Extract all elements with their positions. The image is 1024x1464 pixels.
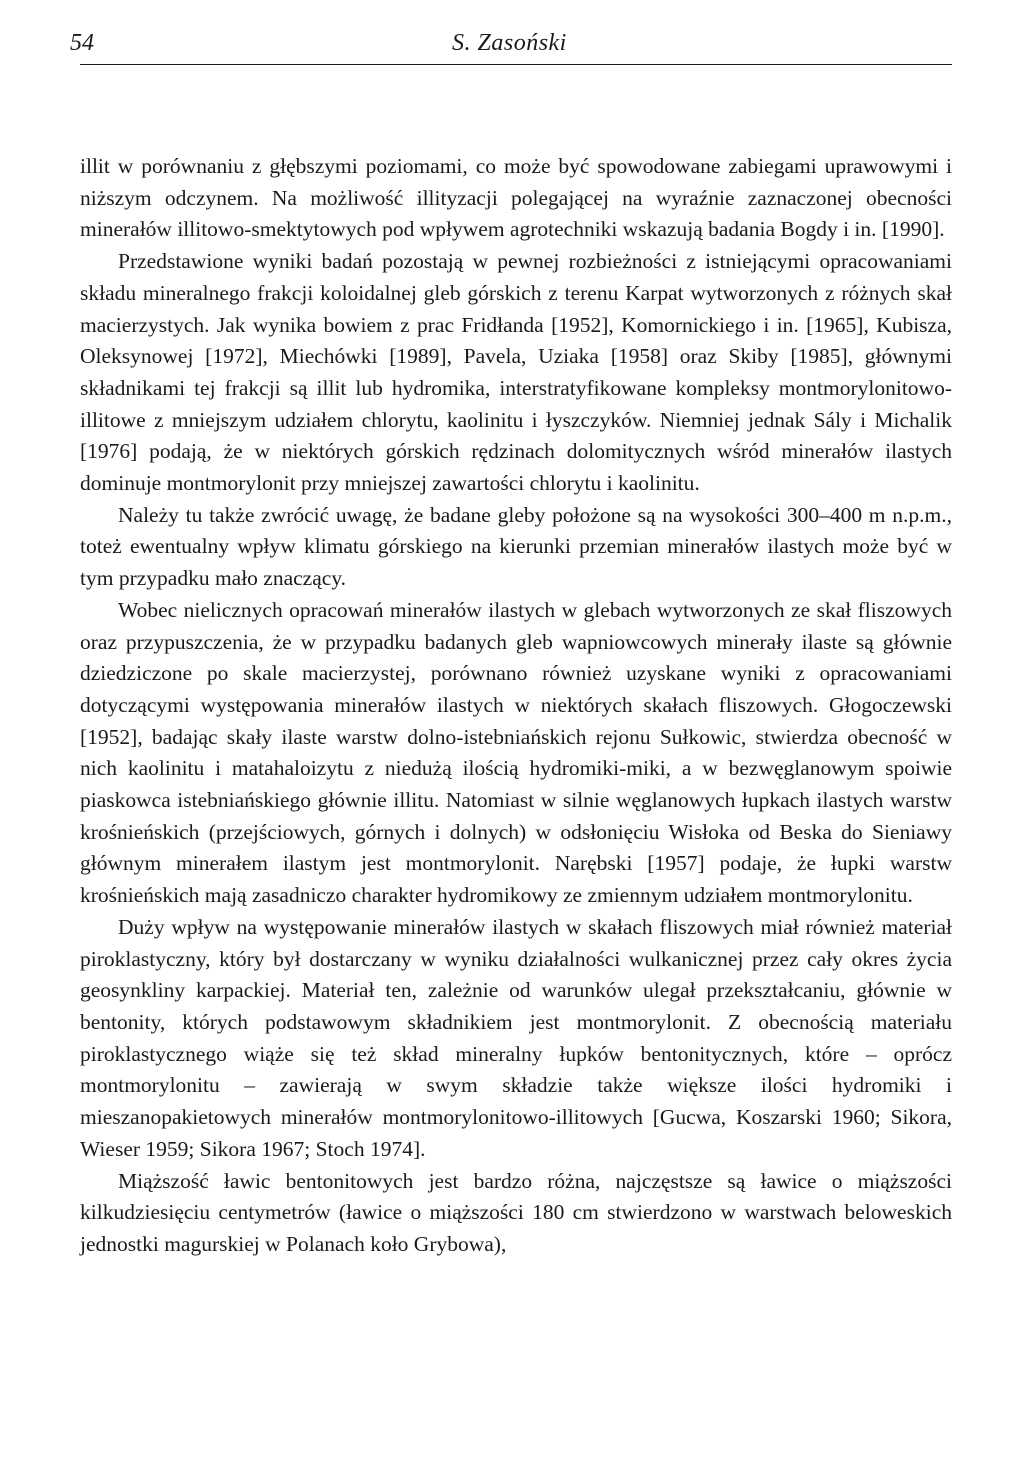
- paragraph: Przedstawione wyniki badań pozostają w pewnej rozbieżności z istniejącymi opracowaniami składu mineralnego frakcji koloidalnej gleb górskich z terenu Karpat wytworzonych z różnych skał macierzystych. Jak wynika bowiem z prac Fridłanda [1952], Komornickiego i in. [1965], Kubisza, Oleksynowej [1972], Miechówki [1989], Pavela, Uziaka [1958] oraz Skiby [1985], głównymi składnikami tej frakcji są illit lub hydromika, interstratyfikowane kompleksy montmorylonitowo-illitowe z mniejszym udziałem chlorytu, kaolinitu i łyszczyków. Niemniej jednak Sály i Michalik [1976] podają, że w niektórych górskich rędzinach dolomitycznych wśród minerałów ilastych dominuje montmorylonit przy mniejszej zawartości chlorytu i kaolinitu.: [80, 249, 952, 496]
- running-head-author: S. Zasoński: [452, 30, 567, 56]
- page-number: 54: [70, 30, 94, 56]
- paragraph: Duży wpływ na występowanie minerałów ilastych w skałach fliszowych miał również materiał piroklastyczny, który był dostarczany w wyniku działalności wulkanicznej przez cały okres życia geosynkliny karpackiej. Materiał ten, zależnie od warunków ulegał przekształcaniu, głównie w bentonity, których podstawowym składnikiem jest montmorylonit. Z obecnością materiału piroklastycznego wiąże się też skład mineralny łupków bentonitycznych, które – oprócz montmorylonitu – zawierają w swym składzie także większe ilości hydromiki i mieszanopakietowych minerałów montmorylonitowo-illitowych [Gucwa, Koszarski 1960; Sikora, Wieser 1959; Sikora 1967; Stoch 1974].: [80, 914, 952, 1161]
- running-header: [70, 26, 952, 65]
- body-text: [80, 151, 952, 1261]
- paragraph: Wobec nielicznych opracowań minerałów ilastych w glebach wytworzonych ze skał fliszowych oraz przypuszczenia, że w przypadku badanych gleb wapniowcowych minerały ilaste są głównie dziedziczone po skale macierzystej, porównano również uzyskane wyniki z opracowaniami dotyczącymi występowania minerałów ilastych w niektórych skałach fliszowych. Głogoczewski [1952], badając skały ilaste warstw dolno-istebniańskich rejonu Sułkowic, stwierdza obecność w nich kaolinitu i matahaloizytu z niedużą ilością hydromiki-miki, a w bezwęglanowym spoiwie piaskowca istebniańskiego głównie illitu. Natomiast w silnie węglanowych łupkach ilastych warstw krośnieńskich (przejściowych, górnych i dolnych) w odsłonięciu Wisłoka od Beska do Sieniawy głównym minerałem ilastym jest montmorylonit. Narębski [1957] podaje, że łupki warstw krośnieńskich mają zasadniczo charakter hydromikowy ze zmiennym udziałem montmorylonitu.: [80, 597, 952, 908]
- paragraph-continuation: illit w porównaniu z głębszymi poziomami, co może być spowodowane zabiegami uprawowymi i niższym odczynem. Na możliwość illityzacji polegającej na wyraźnie zaznaczonej obecności minerałów illitowo-smektytowych pod wpływem agrotechniki wskazują badania Bogdy i in. [1990].: [80, 154, 952, 242]
- paragraph: Miąższość ławic bentonitowych jest bardzo różna, najczęstsze są ławice o miąższości kilkudziesięciu centymetrów (ławice o miąższości 180 cm stwierdzono w warstwach beloweskich jednostki magurskiej w Polanach koło Grybowa),: [80, 1168, 952, 1256]
- page: [70, 26, 952, 1261]
- paragraph: Należy tu także zwrócić uwagę, że badane gleby położone są na wysokości 300–400 m n.p.m., toteż ewentualny wpływ klimatu górskiego na kierunki przemian minerałów ilastych może być w tym przypadku mało znaczący.: [80, 502, 952, 591]
